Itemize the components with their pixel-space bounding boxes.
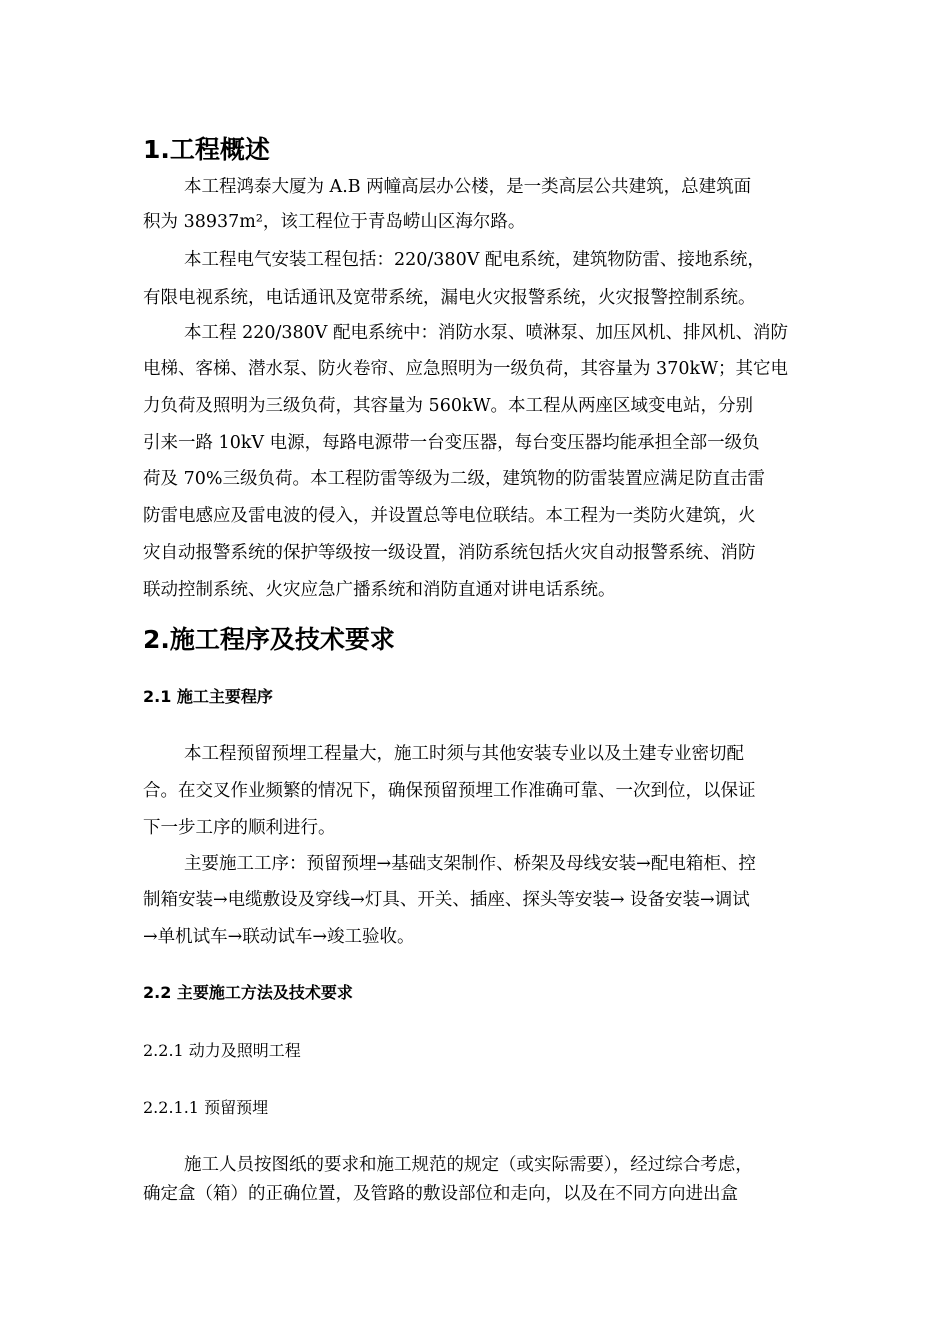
paragraph-line: 本工程鸿泰大厦为 A.B 两幢高层办公楼，是一类高层公共建筑，总建筑面 xyxy=(184,177,752,197)
section-1-heading: 1.工程概述 xyxy=(143,135,270,164)
paragraph-line: 灾自动报警系统的保护等级按一级设置，消防系统包括火灾自动报警系统、消防 xyxy=(143,543,756,563)
paragraph-line: 主要施工工序：预留预埋→基础支架制作、桥架及母线安装→配电箱柜、控 xyxy=(184,854,756,874)
paragraph-line: 有限电视系统，电话通讯及宽带系统，漏电火灾报警系统，火灾报警控制系统。 xyxy=(143,288,756,308)
paragraph-line: 本工程电气安装工程包括：220/380V 配电系统，建筑物防雷、接地系统， xyxy=(184,250,765,270)
paragraph-line: 电梯、客梯、潜水泵、防火卷帘、应急照明为一级负荷，其容量为 370kW；其它电 xyxy=(143,359,789,379)
paragraph-line: 积为 38937m²，该工程位于青岛崂山区海尔路。 xyxy=(143,212,526,232)
paragraph-line: 联动控制系统、火灾应急广播系统和消防直通对讲电话系统。 xyxy=(143,580,616,600)
paragraph-line: 制箱安装→电缆敷设及穿线→灯具、开关、插座、探头等安装→ 设备安装→调试 xyxy=(143,890,750,910)
paragraph-line: 引来一路 10kV 电源，每路电源带一台变压器，每台变压器均能承担全部一级负 xyxy=(143,433,760,453)
paragraph-line: 确定盒（箱）的正确位置，及管路的敷设部位和走向，以及在不同方向进出盒 xyxy=(143,1184,738,1204)
paragraph-line: 本工程预留预埋工程量大，施工时须与其他安装专业以及土建专业密切配 xyxy=(184,744,744,764)
paragraph-line: 防雷电感应及雷电波的侵入，并设置总等电位联结。本工程为一类防火建筑，火 xyxy=(143,506,756,526)
subsection-2-1-heading: 2.1 施工主要程序 xyxy=(143,687,273,706)
paragraph-line: →单机试车→联动试车→竣工验收。 xyxy=(143,927,415,947)
paragraph-line: 荷及 70%三级负荷。本工程防雷等级为二级，建筑物的防雷装置应满足防直击雷 xyxy=(143,469,765,489)
subsection-2-2-heading: 2.2 主要施工方法及技术要求 xyxy=(143,983,353,1002)
subsection-2-2-1-heading: 2.2.1 动力及照明工程 xyxy=(143,1041,301,1060)
section-2-heading: 2.施工程序及技术要求 xyxy=(143,625,395,654)
paragraph-line: 本工程 220/380V 配电系统中：消防水泵、喷淋泵、加压风机、排风机、消防 xyxy=(184,323,788,343)
paragraph-line: 施工人员按图纸的要求和施工规范的规定（或实际需要），经过综合考虑， xyxy=(184,1155,753,1175)
subsection-2-2-1-1-heading: 2.2.1.1 预留预埋 xyxy=(143,1098,269,1117)
paragraph-line: 合。在交叉作业频繁的情况下，确保预留预埋工作准确可靠、一次到位，以保证 xyxy=(143,781,756,801)
paragraph-line: 下一步工序的顺利进行。 xyxy=(143,818,336,838)
paragraph-line: 力负荷及照明为三级负荷，其容量为 560kW。本工程从两座区域变电站，分别 xyxy=(143,396,754,416)
